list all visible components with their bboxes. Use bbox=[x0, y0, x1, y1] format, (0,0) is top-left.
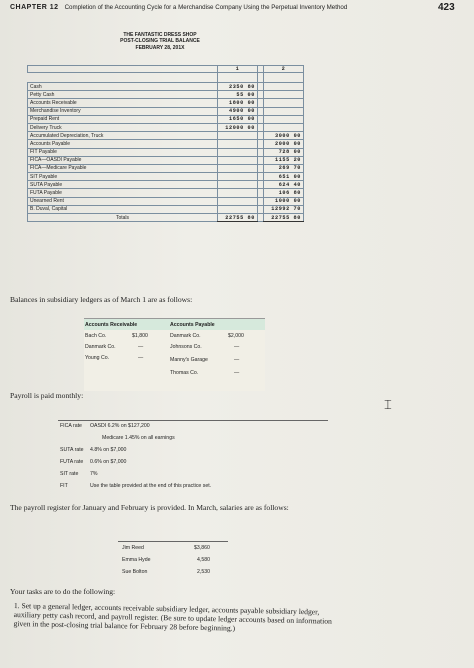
ar-amount: $1,800 bbox=[132, 333, 148, 339]
trial-balance-row bbox=[28, 83, 304, 91]
totals-label: Totals bbox=[28, 214, 218, 222]
ar-name: Bach Co. bbox=[85, 333, 107, 339]
column-header-debit: 1 bbox=[218, 66, 258, 73]
trial-balance-row bbox=[28, 181, 304, 189]
header-blank bbox=[28, 66, 218, 73]
running-header bbox=[10, 4, 347, 11]
spacer-cell bbox=[28, 73, 218, 83]
debit-amount: 12000 00 bbox=[218, 123, 258, 131]
account-name: Accounts Receivable bbox=[28, 99, 218, 107]
account-name: FUTA Payable bbox=[28, 189, 218, 197]
trial-balance-title bbox=[100, 32, 220, 51]
spacer-row bbox=[28, 73, 304, 83]
total-debit: 22755 80 bbox=[218, 214, 258, 222]
debit-amount: 1650 00 bbox=[218, 115, 258, 123]
task-1: 1. Set up a general ledger, accounts receivable subsidiary ledger, accounts payable subsidiary ledger, auxiliary petty cash record, and payroll register. (Be sure to update ledger accounts based on information given in the post-closing trial balance for February 28 before beginning.) bbox=[13, 601, 332, 633]
account-name: Accumulated Depreciation, Truck bbox=[28, 132, 218, 140]
ap-name: Danmark Co. bbox=[170, 333, 201, 339]
credit-amount bbox=[264, 83, 304, 91]
post-closing-trial-balance bbox=[27, 65, 304, 222]
rate-label: SIT rate bbox=[60, 471, 79, 477]
credit-amount: 3000 00 bbox=[264, 132, 304, 140]
ar-amount: — bbox=[138, 344, 144, 350]
debit-amount bbox=[218, 164, 258, 172]
rate-label: FICA rate bbox=[60, 423, 82, 429]
spacer-cell bbox=[264, 73, 304, 83]
ap-name: Thomas Co. bbox=[170, 370, 199, 376]
rate-value: 4.8% on $7,000 bbox=[90, 447, 127, 453]
credit-amount: 651 00 bbox=[264, 173, 304, 181]
debit-amount bbox=[218, 197, 258, 205]
ap-name: Manny's Garage bbox=[170, 357, 208, 363]
employee-salary: 2,530 bbox=[197, 569, 210, 575]
debit-amount: 1800 00 bbox=[218, 99, 258, 107]
trial-balance-row bbox=[28, 99, 304, 107]
debit-amount bbox=[218, 189, 258, 197]
payroll-intro: Payroll is paid monthly: bbox=[10, 391, 84, 400]
employee-salaries bbox=[118, 541, 228, 586]
rate-label: FIT bbox=[60, 483, 68, 489]
credit-amount: 12992 70 bbox=[264, 205, 304, 213]
rate-value: 7% bbox=[90, 471, 98, 477]
spacer-cell bbox=[218, 73, 258, 83]
company-name: THE FANTASTIC DRESS SHOP bbox=[123, 32, 197, 38]
rate-label: SUTA rate bbox=[60, 447, 84, 453]
ar-amount: — bbox=[138, 355, 144, 361]
ap-amount: — bbox=[234, 357, 240, 363]
employee-name: Emma Hyde bbox=[122, 557, 151, 563]
payroll-register-intro: The payroll register for January and February is provided. In March, salaries are as follows: bbox=[10, 503, 289, 512]
column-header-credit: 2 bbox=[264, 66, 304, 73]
trial-balance-row bbox=[28, 107, 304, 115]
rate-value: 0.6% on $7,000 bbox=[90, 459, 127, 465]
statement-date: FEBRUARY 28, 201X bbox=[135, 44, 185, 51]
account-name: B. Duval, Capital bbox=[28, 205, 218, 213]
credit-amount: 2000 00 bbox=[264, 140, 304, 148]
trial-balance-row bbox=[28, 189, 304, 197]
chapter-label: CHAPTER 12 bbox=[10, 4, 59, 11]
trial-balance-row bbox=[28, 173, 304, 181]
account-name: FIT Payable bbox=[28, 148, 218, 156]
debit-amount: 2350 80 bbox=[218, 83, 258, 91]
debit-amount bbox=[218, 205, 258, 213]
credit-amount: 1155 20 bbox=[264, 156, 304, 164]
debit-amount bbox=[218, 132, 258, 140]
trial-balance-row bbox=[28, 164, 304, 172]
trial-balance-row bbox=[28, 205, 304, 213]
total-credit: 22755 80 bbox=[264, 214, 304, 222]
debit-amount bbox=[218, 181, 258, 189]
payroll-rates bbox=[58, 420, 328, 498]
trial-balance-row bbox=[28, 197, 304, 205]
trial-balance-row bbox=[28, 140, 304, 148]
account-name: Cash bbox=[28, 83, 218, 91]
trial-balance-row bbox=[28, 148, 304, 156]
credit-amount bbox=[264, 115, 304, 123]
credit-amount bbox=[264, 91, 304, 99]
employee-salary: 4,580 bbox=[197, 557, 210, 563]
account-name: SUTA Payable bbox=[28, 181, 218, 189]
credit-amount: 106 80 bbox=[264, 189, 304, 197]
debit-amount: 55 00 bbox=[218, 91, 258, 99]
debit-amount bbox=[218, 148, 258, 156]
credit-amount bbox=[264, 107, 304, 115]
column-header-row bbox=[28, 66, 304, 73]
account-name: Petty Cash bbox=[28, 91, 218, 99]
debit-amount bbox=[218, 140, 258, 148]
debit-amount bbox=[218, 173, 258, 181]
ar-name: Young Co. bbox=[85, 355, 110, 361]
rate-value: OASDI 6.2% on $127,200 bbox=[90, 423, 150, 429]
trial-balance-row bbox=[28, 91, 304, 99]
account-name: Unearned Rent bbox=[28, 197, 218, 205]
ar-name: Danmark Co. bbox=[85, 344, 116, 350]
account-name: FICA—Medicare Payable bbox=[28, 164, 218, 172]
employee-name: Jim Reed bbox=[122, 545, 144, 551]
tasks-intro: Your tasks are to do the following: bbox=[10, 587, 116, 596]
credit-amount: 624 40 bbox=[264, 181, 304, 189]
credit-amount bbox=[264, 123, 304, 131]
credit-amount: 269 70 bbox=[264, 164, 304, 172]
account-name: Accounts Payable bbox=[28, 140, 218, 148]
employee-name: Sue Bolton bbox=[122, 569, 148, 575]
trial-balance-row bbox=[28, 123, 304, 131]
account-name: Merchandise Inventory bbox=[28, 107, 218, 115]
employee-salary: $3,860 bbox=[194, 545, 210, 551]
credit-amount: 728 00 bbox=[264, 148, 304, 156]
ar-header: Accounts Receivable bbox=[85, 322, 138, 328]
credit-amount bbox=[264, 99, 304, 107]
chapter-description: Completion of the Accounting Cycle for a Merchandise Company Using the Perpetual Inventory Method bbox=[64, 4, 348, 11]
ap-amount: — bbox=[234, 344, 240, 350]
ap-amount: — bbox=[234, 370, 240, 376]
totals-row bbox=[28, 214, 304, 222]
statement-name: POST-CLOSING TRIAL BALANCE bbox=[120, 38, 200, 45]
account-name: FICA—OASDI Payable bbox=[28, 156, 218, 164]
rate-value: Use the table provided at the end of this practice set. bbox=[90, 483, 212, 489]
account-name: Prepaid Rent bbox=[28, 115, 218, 123]
trial-balance-row bbox=[28, 156, 304, 164]
account-name: SIT Payable bbox=[28, 173, 218, 181]
subsidiary-ledger-balances bbox=[84, 318, 265, 391]
rate-label: FUTA rate bbox=[60, 459, 84, 465]
ap-name: Johnsons Co. bbox=[170, 344, 202, 350]
debit-amount bbox=[218, 156, 258, 164]
ap-header: Accounts Payable bbox=[170, 322, 215, 328]
trial-balance-row bbox=[28, 132, 304, 140]
debit-amount: 4900 00 bbox=[218, 107, 258, 115]
credit-amount: 1000 00 bbox=[264, 197, 304, 205]
text-cursor-icon: ⌶ bbox=[384, 398, 392, 413]
page-number: 423 bbox=[438, 2, 455, 13]
account-name: Delivery Truck bbox=[28, 123, 218, 131]
balances-intro: Balances in subsidiary ledgers as of March 1 are as follows: bbox=[10, 295, 193, 304]
ap-amount: $2,000 bbox=[228, 333, 244, 339]
trial-balance-row bbox=[28, 115, 304, 123]
rate-value: Medicare 1.45% on all earnings bbox=[102, 435, 175, 441]
